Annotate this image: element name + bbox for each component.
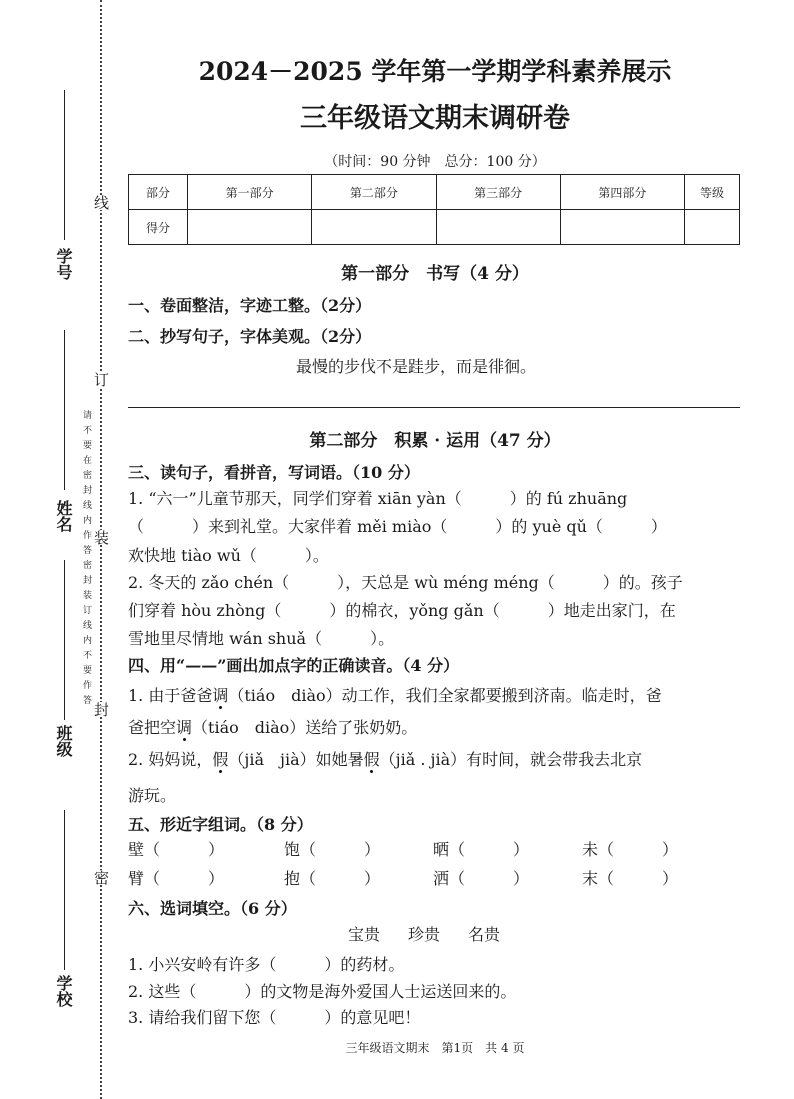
binding-dotted-line [100,0,102,1099]
q3-line: 2. 冬天的 zǎo chén（ ），天总是 wù méng méng（ ）的。孩子 [128,573,683,592]
score-cell-part1[interactable] [188,210,312,245]
score-header-part3: 第三部分 [436,175,560,210]
binding-note-2: 密封装订线内不要作答 [81,560,91,710]
pinyin-options[interactable]: （tiáo diào）送给了张奶奶。 [192,718,418,737]
score-header-part1: 第一部分 [188,175,312,210]
q3-line: 们穿着 hòu zhòng（ ）的棉衣，yǒng gǎn（ ）地走出家门，在 [128,601,676,620]
dotted-char: 调 [176,718,193,737]
score-table [128,174,740,245]
student-id-line[interactable] [64,90,65,240]
label-student-id: 学号 [54,248,73,280]
section-divider [128,407,740,408]
pinyin-options[interactable]: （jiǎ . jià）有时间，就会带我去北京 [379,750,643,769]
q5-item[interactable]: 末（ ） [582,869,679,888]
label-class: 班级 [54,725,73,757]
exam-subtitle: 三年级语文期末调研卷 [300,103,570,134]
q4-title: 四、用“——”画出加点字的正确读音。（4 分） [128,656,460,675]
q3-line: （ ）来到礼堂。大家伴着 měi miào（ ）的 yuè qǔ（ ） [128,517,667,536]
score-cell-part2[interactable] [312,210,436,245]
dotted-char: 调 [212,686,229,705]
pinyin-options[interactable]: （jiǎ jià）如她暑 [228,750,364,769]
q6-line[interactable]: 3. 请给我们留下您（ ）的意见吧！ [128,1008,421,1027]
part2-heading: 第二部分 积累 · 运用（47 分） [309,431,561,451]
q3-line: 雪地里尽情地 wán shuǎ（ ）。 [128,629,395,648]
q5-item[interactable]: 晒（ ） [433,840,530,859]
q5-item[interactable]: 饱（ ） [284,840,381,859]
q5-title: 五、形近字组词。（8 分） [128,815,313,834]
q5-item[interactable]: 壁（ ） [128,840,225,859]
q5-item[interactable]: 臂（ ） [128,869,225,888]
binding-note-1: 请不要在密封线内作答 [81,410,91,560]
q4-line-2: 爸把空调（tiáo diào）送给了张奶奶。 [128,718,418,737]
q6-line[interactable]: 1. 小兴安岭有许多（ ）的药材。 [128,955,405,974]
exam-info: （时间：90 分钟 总分：100 分） [324,154,546,170]
q1-title: 一、卷面整洁，字迹工整。（2分） [128,296,372,315]
q3-line: 1. “六一”儿童节那天，同学们穿着 xiān yàn（ ）的 fú zhuāng [128,489,628,508]
q6-word: 珍贵 [408,925,441,944]
q6-title: 六、选词填空。（6 分） [128,899,297,918]
score-row-label: 得分 [129,210,188,245]
q6-word: 宝贵 [348,925,381,944]
school-line[interactable] [64,810,65,970]
binding-label-xian: 线 [92,195,110,210]
q4-line-3: 2. 妈妈说，假（jiǎ jià）如她暑假（jiǎ . jià）有时间，就会带我去北京 [128,750,643,769]
q6-word-bank [334,922,514,945]
q3-line: 欢快地 tiào wǔ（ ）。 [128,546,329,565]
score-cell-part4[interactable] [560,210,684,245]
q6-word: 名贵 [468,925,501,944]
binding-label-feng: 封 [92,702,110,717]
binding-label-mi: 密 [92,870,110,885]
score-header-part4: 第四部分 [560,175,684,210]
q2-title: 二、抄写句子，字体美观。（2分） [128,327,372,346]
part1-heading: 第一部分 书写（4 分） [341,264,529,284]
binding-label-zhuang: 装 [92,530,110,545]
pinyin-options[interactable]: （tiáo diào）动工作，我们全家都要搬到济南。临走时，爸 [228,686,662,705]
copy-sentence: 最慢的步伐不是跬步，而是徘徊。 [296,357,537,376]
q5-item[interactable]: 抱（ ） [284,869,381,888]
q5-item[interactable]: 未（ ） [582,840,679,859]
q4-line-1: 1. 由于爸爸调（tiáo diào）动工作，我们全家都要搬到济南。临走时，爸 [128,686,662,705]
score-cell-part3[interactable] [436,210,560,245]
score-header-grade: 等级 [685,175,740,210]
name-line[interactable] [64,330,65,490]
label-school: 学校 [54,975,73,1007]
score-cell-grade[interactable] [685,210,740,245]
exam-title: 2024－2025 学年第一学期学科素养展示 [198,57,672,86]
q3-title: 三、读句子，看拼音，写词语。（10 分） [128,463,420,482]
dotted-char: 假 [212,750,229,769]
binding-label-ding: 订 [92,372,110,387]
class-line[interactable] [64,560,65,720]
q6-line[interactable]: 2. 这些（ ）的文物是海外爱国人士运送回来的。 [128,982,517,1001]
dotted-char: 假 [363,750,380,769]
score-header-part2: 第二部分 [312,175,436,210]
q5-item[interactable]: 洒（ ） [433,869,530,888]
label-name: 姓名 [54,500,73,532]
q4-line-4: 游玩。 [128,786,177,805]
score-header-part: 部分 [129,175,188,210]
page-footer: 三年级语文期末 第1页 共 4 页 [345,1041,525,1055]
